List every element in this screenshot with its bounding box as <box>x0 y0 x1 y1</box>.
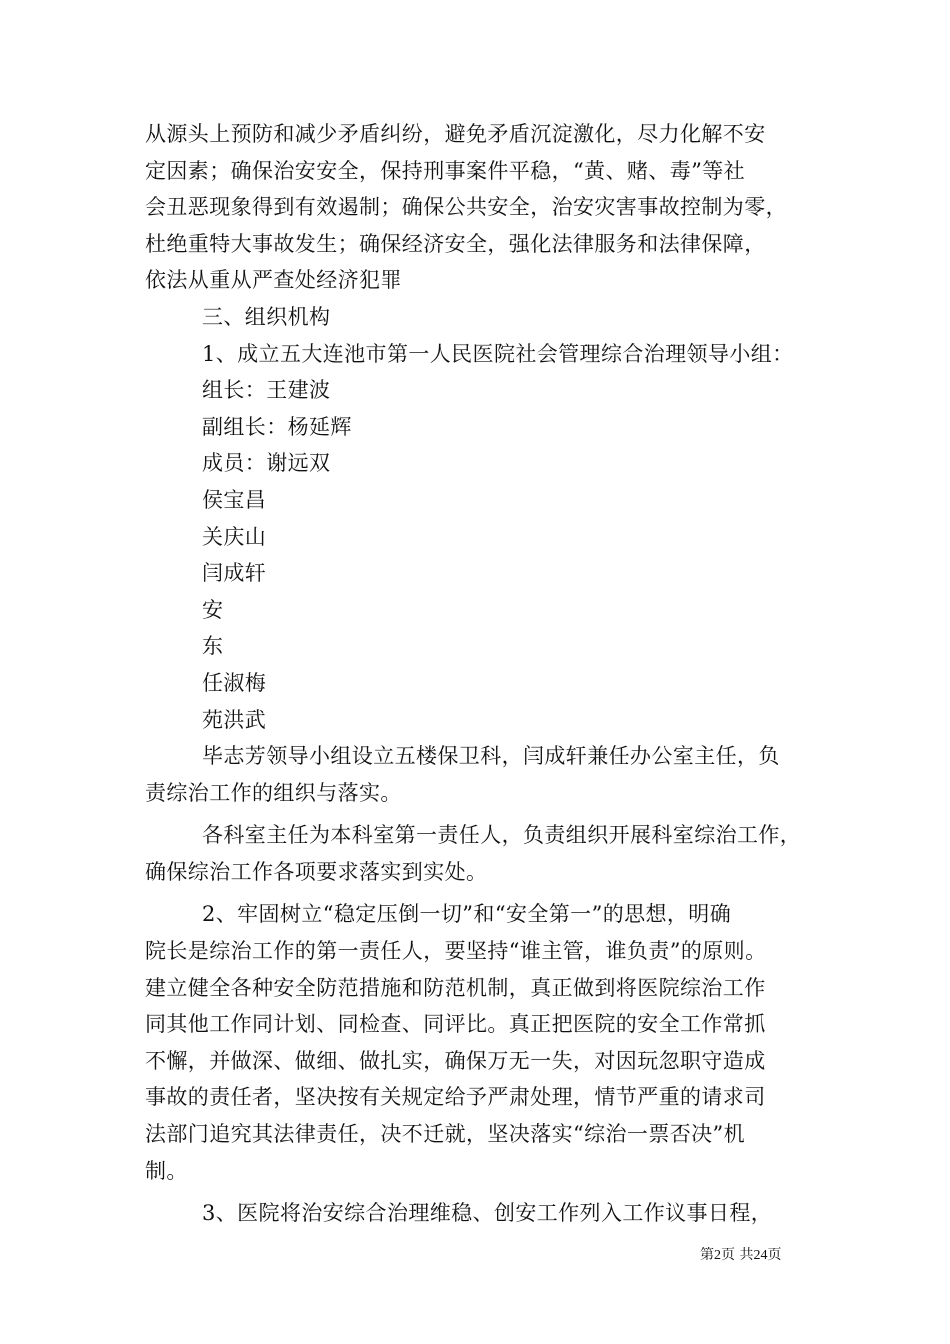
intro-paragraph <box>145 116 817 299</box>
text-line: 3、医院将治安综合治理维稳、创安工作列入工作议事日程， <box>202 1201 773 1226</box>
member-item: 安 <box>202 597 224 622</box>
text-line: 不懈，并做深、做细、做扎实，确保万无一失，对因玩忽职守造成 <box>145 1048 766 1073</box>
text-line: 毕志芳领导小组设立五楼保卫科，闫成轩兼任办公室主任，负 <box>202 744 780 769</box>
text-line: 法部门追究其法律责任，决不迁就，坚决落实“综治一票否决”机 <box>145 1122 746 1147</box>
text-line: 2、牢固树立“稳定压倒一切”和“安全第一”的思想，明确 <box>202 902 732 927</box>
text-line: 院长是综治工作的第一责任人，要坚持“谁主管，谁负责”的原则。 <box>145 939 767 964</box>
footer-suffix: 页 <box>767 1247 782 1263</box>
text-line: 建立健全各种安全防范措施和防范机制，真正做到将医院综治工作 <box>145 975 766 1000</box>
deputy-leader-line: 副组长：杨延辉 <box>202 414 352 439</box>
item1-heading: 1、成立五大连池市第一人民医院社会管理综合治理领导小组： <box>202 341 794 366</box>
text-line: 责综治工作的组织与落实。 <box>145 780 402 805</box>
text-line: 事故的责任者，坚决按有关规定给予严肃处理，情节严重的请求司 <box>145 1085 766 1110</box>
item3-paragraph <box>145 1195 817 1232</box>
page-number-footer <box>700 1246 820 1265</box>
dept-paragraph <box>145 817 817 890</box>
members-list <box>145 482 817 738</box>
total-pages-number: 24 <box>753 1248 768 1263</box>
text-line: 同其他工作同计划、同检查、同评比。真正把医院的安全工作常抓 <box>145 1012 766 1037</box>
current-page-number: 2 <box>714 1248 721 1263</box>
document-body <box>145 116 817 1232</box>
member-item: 闫成轩 <box>202 561 267 586</box>
leader-line: 组长：王建波 <box>202 378 331 403</box>
member-item: 东 <box>202 634 224 659</box>
members-label: 成员：谢远双 <box>202 451 331 476</box>
office-paragraph <box>145 738 817 811</box>
footer-prefix: 第 <box>700 1247 714 1263</box>
item2-paragraph <box>145 896 817 1189</box>
text-line: 依法从重从严查处经济犯罪 <box>145 268 402 293</box>
text-line: 会丑恶现象得到有效遏制；确保公共安全，治安灾害事故控制为零， <box>145 195 787 220</box>
member-item: 关庆山 <box>202 524 267 549</box>
text-line: 从源头上预防和减少矛盾纠纷，避免矛盾沉淀激化，尽力化解不安 <box>145 122 766 146</box>
text-line: 制。 <box>145 1158 188 1183</box>
text-line: 各科室主任为本科室第一责任人，负责组织开展科室综治工作， <box>202 823 802 848</box>
member-item: 苑洪武 <box>202 707 267 732</box>
section-heading: 三、组织机构 <box>202 304 331 329</box>
footer-middle: 页 共 <box>721 1247 754 1263</box>
text-line: 确保综治工作各项要求落实到实处。 <box>145 859 488 884</box>
member-item: 任淑梅 <box>202 670 267 695</box>
text-line: 杜绝重特大事故发生；确保经济安全，强化法律服务和法律保障， <box>145 231 766 256</box>
member-item: 侯宝昌 <box>202 487 267 512</box>
text-line: 定因素；确保治安安全，保持刑事案件平稳，“黄、赌、毒”等社 <box>145 158 746 183</box>
